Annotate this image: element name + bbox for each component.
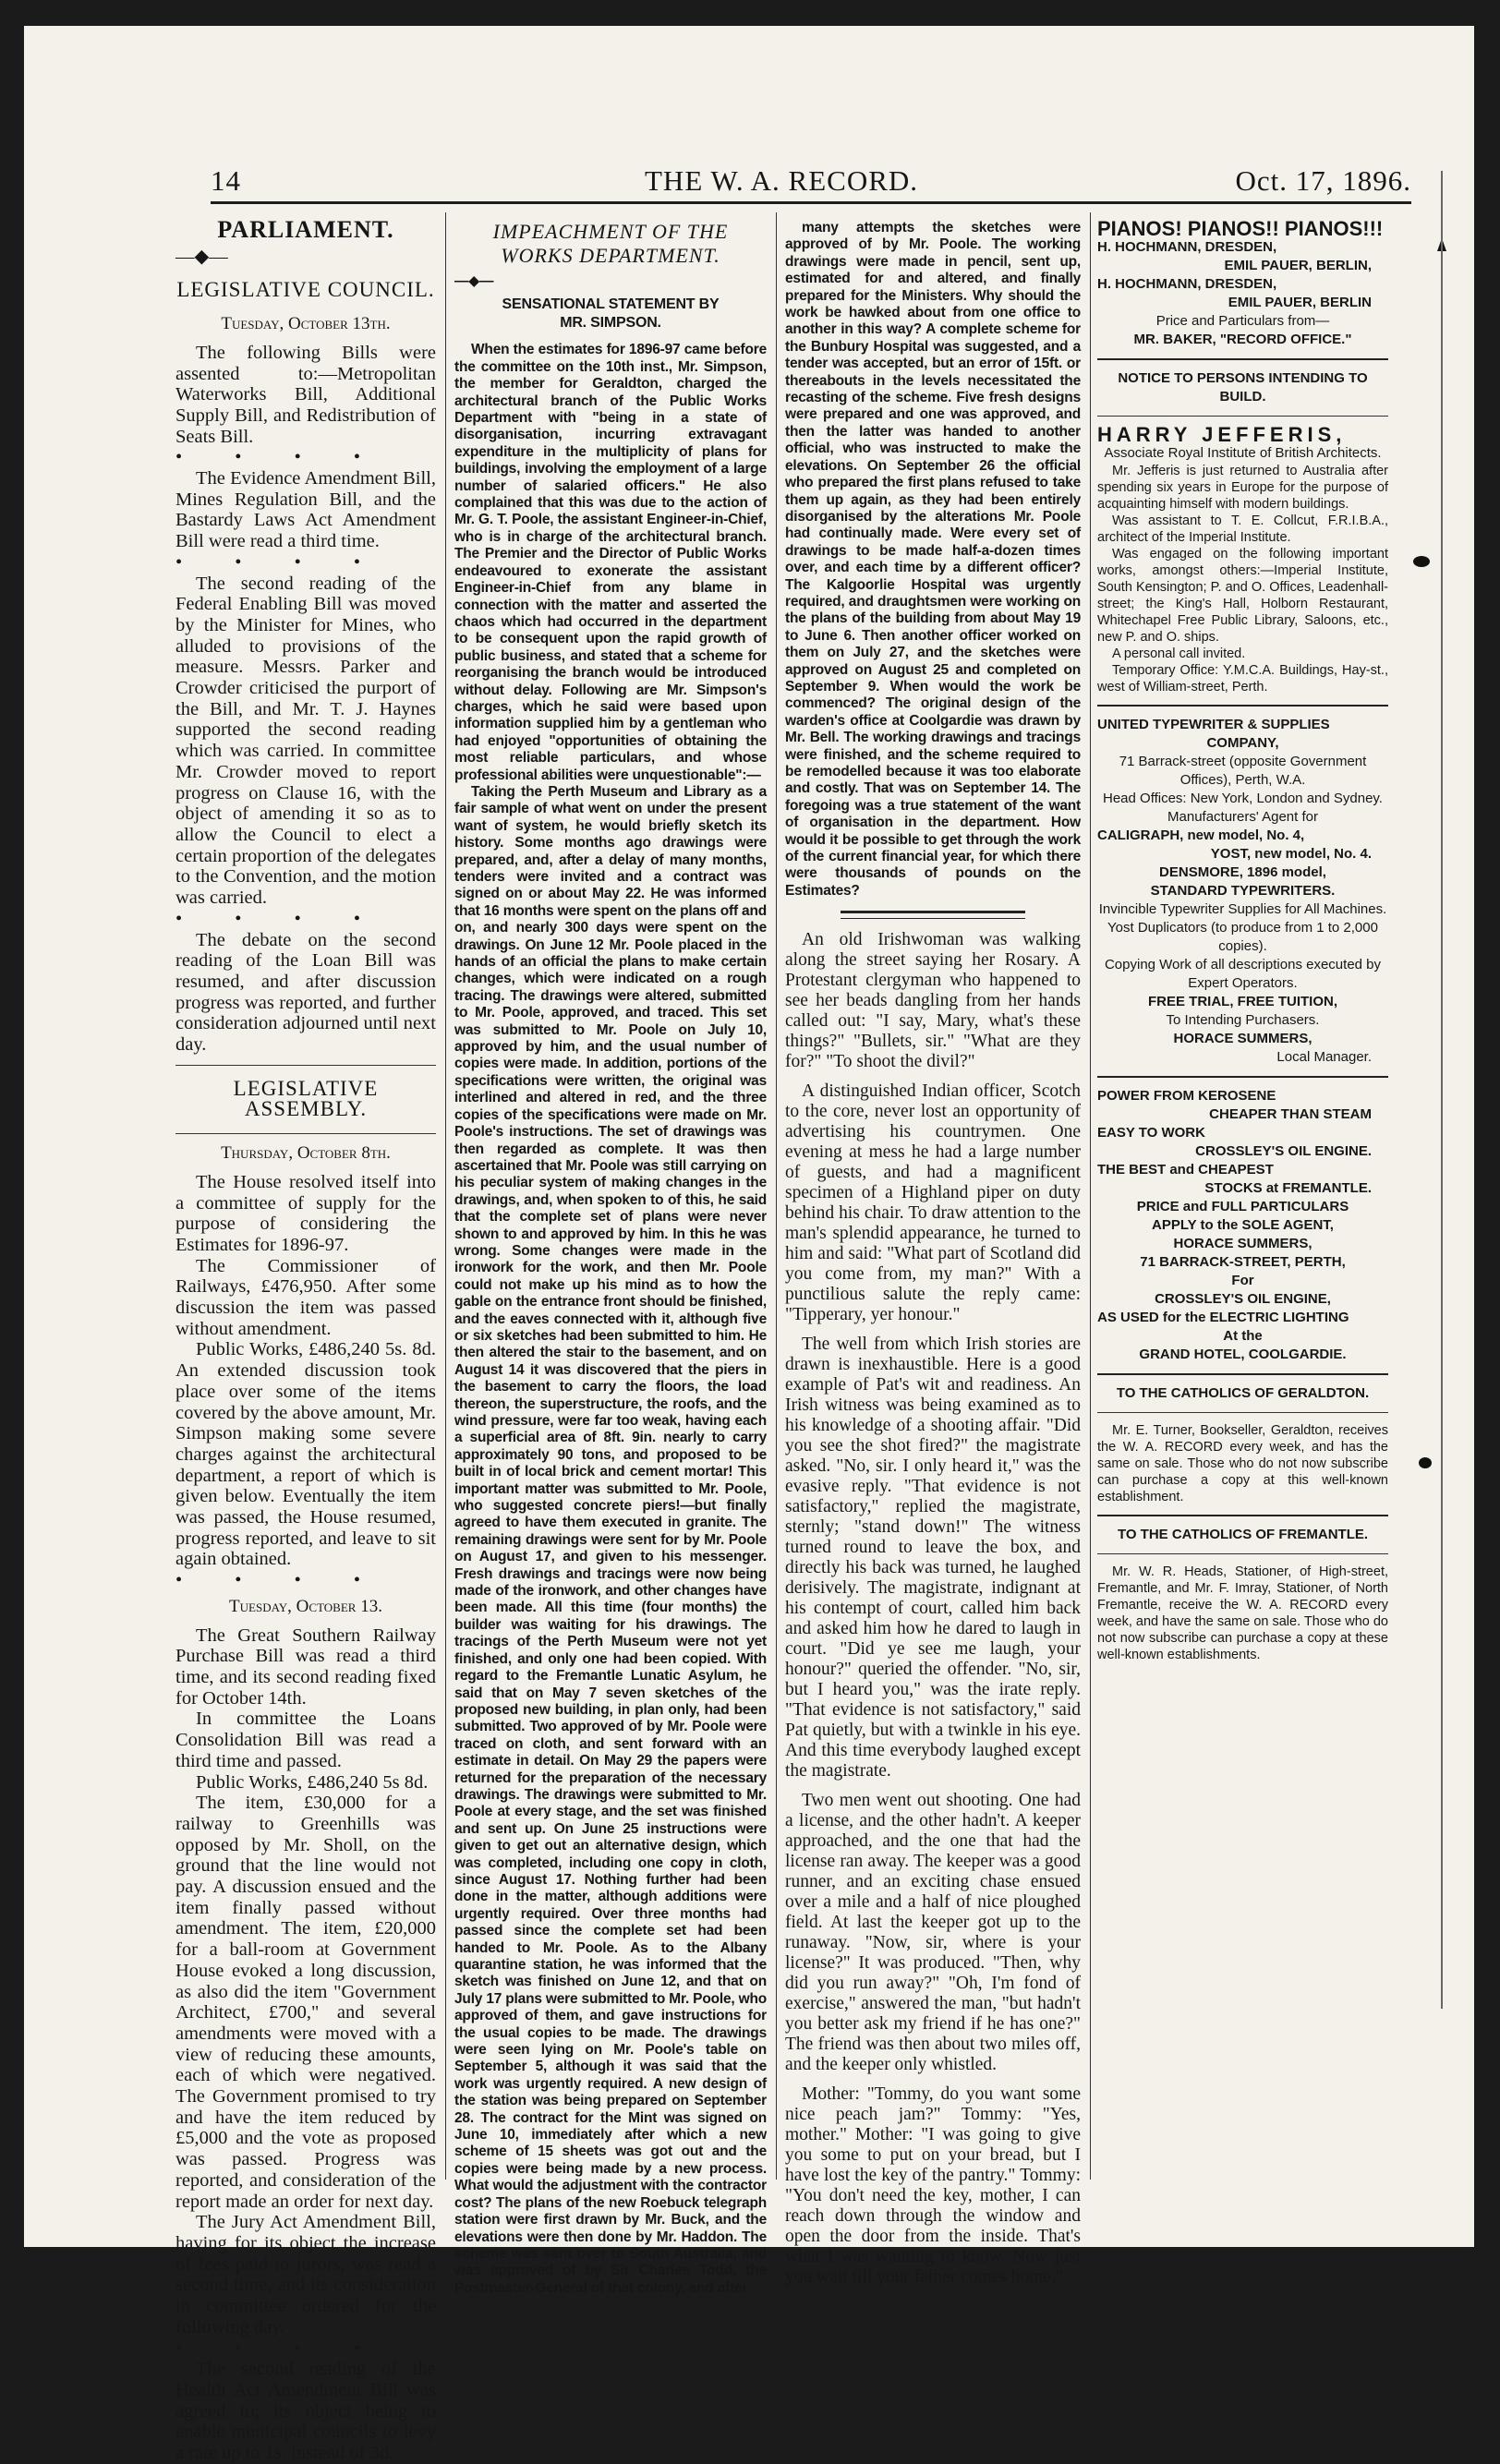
ad-line: THE BEST and CHEAPEST	[1097, 1162, 1274, 1178]
ad-line: HORACE SUMMERS,	[1173, 1031, 1312, 1046]
parliament-column	[175, 216, 436, 2464]
divider-dots: • • • •	[175, 447, 385, 468]
paragraph: In committee the Loans Consolidation Bill was read a third time and passed.	[175, 1709, 436, 1771]
ad-text: A personal call invited.	[1112, 646, 1246, 661]
divider-dots: • • • •	[175, 908, 385, 929]
paragraph: The item, £30,000 for a railway to Greenhills was opposed by Mr. Sholl, on the ground that the line would not pay. A discussion ensued and the item finally passed without amendment. The item, £20,000 for a ball-room at Government House evoked a long discussion, as also did the item "Government Architect, £700," and several amendments were moved with a view of reducing these amounts, each of which were negatived. The Government promised to try and have the item reduced by £5,000 and the vote as proposed was passed. Progress was reported, and consideration of the report made an order for next day.	[175, 1793, 436, 2212]
divider	[841, 911, 1025, 919]
anecdote: An old Irishwoman was walking along the street saying her Rosary. A Protestant clergyman who happened to see her beads dangling from her hands called out: "I say, Mary, what's these things?" "Bullets, sir." "What are they for?" "To shoot the divil?"	[785, 930, 1081, 1072]
session-date: Thursday, October 8th.	[221, 1143, 391, 1164]
paragraph: Public Works, £486,240 5s. 8d. An extended discussion took place over some of the items covered by the above amount, Mr. Simpson making some severe charges against the architectural department, a report of which is given below. Eventually the item was passed, the House resumed, progress reported, and leave to sit again obtained.	[175, 1339, 436, 1570]
paragraph: The following Bills were assented to:—Metropolitan Waterworks Bill, Additional Supply Bill, and Redistribution of Seats Bill.	[175, 342, 436, 447]
divider-dots: • • • •	[175, 2337, 385, 2359]
ad-line: AS USED for the ELECTRIC LIGHTING	[1097, 1310, 1349, 1325]
ad-line: STANDARD TYPEWRITERS.	[1150, 883, 1336, 899]
impeachment-column	[454, 220, 767, 2297]
ad-line: COMPANY,	[1206, 735, 1279, 751]
paragraph: Taking the Perth Museum and Library as a fair sample of what went on under the present want of system, he would briefly sketch its history. Some months ago drawings were prepared, and, after a delay of many months, tenders were invited and a contract was signed on or about May 22. He was informed that 16 months were spent on the plans off and on, and nearly 300 days were spent on the drawings. On June 12 Mr. Poole placed in the hands of an official the plans to make certain changes, which were indicated on a rough tracing. The drawings were altered, submitted to Mr. Poole, approved, and traced. This set was submitted to Mr. Poole on July 10, approved by him, and the usual number of copies were made. In addition, portions of the specifications were written, the original was interlined and altered in red, and the three copies of the specifications were made on Mr. Poole's instructions. The set of drawings was then regarded as complete. It was then ascertained that Mr. Poole was still carrying on his peculiar system of making changes in the drawings, and, when spoken to of this, he said that the complete set of plans were never shown to and approved by him. In this he was wrong. Some changes were made in the ironwork for the work, and then Mr. Poole could not make up his mind as to how the gable on the entrance front should be finished, and the eaves connected with it, although five or six sketches had been submitted to him. He then altered the stair to the basement, and on August 14 it was discovered that the piers in the basement to carry the floors, the load thereon, the superstructure, the roofs, and the wind pressure, were far too weak, having each a superficial area of 8ft. 9in. nearly to carry approximately 90 tons, and proposed to be built in of local brick and cement mortar! This important matter was submitted to Mr. Poole, who suggested concrete piers!—but finally agreed to have them executed in granite. The remaining drawings were sent for by Mr. Poole on August 17, and given to his messenger. Fresh drawings and tracings were now being made of the ironwork, and other changes have been made. All this time (four months) the builder was waiting for his drawings. The tracings of the Perth Museum were not yet finished, and only one had been copied. With regard to the Fremantle Lunatic Asylum, he said that on May 7 seven sketches of the proposed new building, in plan only, had been submitted. Two approved of by Mr. Poole were traced on cloth, and sent forward with an estimate in detail. On May 29 the papers were returned for the preparation of the necessary drawings. The drawings were submitted to Mr. Poole at every stage, and the set was finished and sent up. On June 25 instructions were given to get out an alternative design, which was completed, including one copy in cloth, since August 17. Nothing further had been done in the matter, although additions were urgently required. Over three months had passed since the complete set had been handed to Mr. Poole. As to the Albany quarantine station, he was informed that the sketch was finished on June 12, and that on July 17 plans were submitted to Mr. Poole, who approved of them, and gave instructions for the usual copies to be made. The drawings were seen lying on Mr. Poole's table on September 5, although it was said that the work was urgently required. A new design of the station was being prepared on September 28. The contract for the Mint was signed on June 10, immediately after which a new scheme of 15 sheets was got out and the copies were being made by a new process. What would the adjustment with the contractor cost? The plans of the new Roebuck telegraph station were first drawn by Mr. Buck, and the elevations were then done by Mr. Haddon. The scheme was sent over to South Australia, and was approved of by Sir Charles Todd, the Postmaster-General of that colony, and after	[454, 783, 767, 2296]
ad-line: EMIL PAUER, BERLIN	[1228, 295, 1372, 310]
paragraph: The second reading of the Federal Enabling Bill was moved by the Minister for Mines, who alluded to provisions of the measure. Messrs. Parker and Crowder criticised the purport of the Bill, and Mr. T. J. Haynes supported the second reading which was carried. In committee Mr. Crowder moved to report progress on Clause 16, with the object of amending it so as to allow the Council to elect a certain proportion of the delegates to the Convention, and the motion was carried.	[175, 573, 436, 909]
ad-text: Was assistant to T. E. Collcut, F.R.I.B.A., architect of the Imperial Institute.	[1097, 513, 1388, 545]
article-heading: IMPEACHMENT OF THE	[492, 220, 729, 243]
paragraph: The Commissioner of Railways, £476,950. After some discussion the item was passed without amendment.	[175, 1255, 436, 1339]
newspaper-title: THE W. A. RECORD.	[645, 164, 919, 197]
header-rule	[211, 201, 1411, 204]
ad-line: At the	[1223, 1328, 1263, 1344]
ad-line: APPLY to the SOLE AGENT,	[1152, 1217, 1334, 1233]
paragraph: The debate on the second reading of the Loan Bill was resumed, and after discussion progress was reported, and further consideration adjourned until next day.	[175, 929, 436, 1056]
section-heading: PARLIAMENT.	[217, 216, 394, 243]
ad-line: Associate Royal Institute of British Architects.	[1104, 445, 1382, 461]
anecdote: Mother: "Tommy, do you want some nice peach jam?" Tommy: "Yes, mother." Mother: "I was going to give you some to put on your bread, but I have lost the key of the pantry." Tommy: "You don't need the key, mother, I can reach down through the window and open the door from the inside. That's what I was wanting to know. Now just you wait till your father comes home."	[785, 2084, 1081, 2288]
article-subheading: MR. SIMPSON.	[560, 315, 661, 332]
paragraph: The House resolved itself into a committee of supply for the purpose of considering the Estimates for 1896-97.	[175, 1171, 436, 1255]
paragraph: The second reading of the Health Act Amendment Bill was agreed to; its object being to enable municipal councils to levy a rate up to 1s. instead of 3d.	[175, 2359, 436, 2464]
ad-text: Temporary Office: Y.M.C.A. Buildings, Hay-st., west of William-street, Perth.	[1097, 663, 1388, 695]
ad-heading: POWER FROM KEROSENE	[1097, 1088, 1276, 1104]
anecdote: A distinguished Indian officer, Scotch to the core, never lost an opportunity of advertising his countrymen. One evening at mess he had a large number of guests, and had a magnificent specimen of a Highland piper on duty behind his chair. To draw attention to the man's splendid appearance, he turned to him and said: "What part of Scotland did you come from, my man?" With a punctilious salute the reply came: "Tipperary, yer honour."	[785, 1081, 1081, 1325]
paragraph: The Great Southern Railway Purchase Bill was read a third time, and its second reading fixed for October 14th.	[175, 1625, 436, 1709]
ad-line: EMIL PAUER, BERLIN,	[1224, 258, 1372, 273]
ad-line: Manufacturers' Agent for	[1167, 809, 1318, 825]
paragraph: When the estimates for 1896-97 came before the committee on the 10th inst., Mr. Simpson, the member for Geraldton, charged the architectural branch of the Public Works Department with "being in a state of disorganisation, incurring extravagant expenditure in the multiplicity of plans for buildings, involving the employment of a large number of salaried officers." He also complained that this was due to the action of Mr. G. T. Poole, the assistant Engineer-in-Chief, who is in charge of the architectural branch. The Premier and the Director of Public Works endeavoured to exonerate the assistant Engineer-in-Chief from any blame in connection with the matter and asserted the chaos which had occurred in the department to be consequent upon the rapid growth of public business, and stated that a scheme for reorganising the branch would be introduced without delay. Following are Mr. Simpson's charges, which he said were based upon information supplied him by a gentleman who had enjoyed "opportunities of obtaining the most reliable particulars, and whose professional abilities were unquestionable":—	[454, 342, 767, 783]
ad-line: MR. BAKER, "RECORD OFFICE."	[1133, 332, 1352, 347]
notice-text: Mr. E. Turner, Bookseller, Geraldton, receives the W. A. RECORD every week, and has the same on sale. Those who do not now subscribe can purchase a copy at this well-known establishment.	[1097, 1423, 1388, 1504]
ad-line: 71 Barrack-street (opposite Government Offices), Perth, W.A.	[1119, 754, 1367, 788]
ad-line: YOST, new model, No. 4.	[1210, 846, 1372, 862]
anecdote: Two men went out shooting. One had a license, and the other hadn't. A keeper approached, and the one that had the license ran away. The keeper was a good runner, and an exciting chase ensued over a mile and a half of nice ploughed field. At last the keeper got up to the runaway. "Now, sir, where is your license?" It was produced. "Then, why did you run away?" "Oh, I'm fond of exercise," answered the man, "but hadn't you better ask my friend if he has one?" The friend was then about two miles off, and the keeper only whistled.	[785, 1791, 1081, 2075]
column-rule	[1090, 212, 1091, 2180]
paragraph: many attempts the sketches were approved of by Mr. Poole. The working drawings were made in pencil, sent up, estimated for and altered, and finally prepared for the Ministers. Why should the work be hawked about from one office to another in this way? A complete scheme for the Bunbury Hospital was suggested, and a tender was accepted, but an error of 15ft. or thereabouts in the levels necessitated the recasting of the scheme. Five fresh designs were prepared and one was approved, and then the latter was handed to another official, who was instructed to make the elevations. On September 26 the official who prepared the first plans refused to take them up again, as they had been entirely disorganised by the alterations Mr. Poole had continually made. Were every set of drawings to be made half-a-dozen times over, and each time by a different officer? The Kalgoorlie Hospital was urgently required, and draughtsmen were working on the plans of the building from about May 19 to June 6. Then another officer worked on them on July 27, and the sketches were approved on August 25 and completed on September 9. When would the work be commenced? The original design of the warden's office at Coolgardie was drawn by Mr. Bell. The working drawings and tracings were finished, and the scheme required to be remodelled because it was too elaborate and costly. That was on September 14. The foregoing was a true statement of the want of organisation in the department. How would it be possible to get through the work of the current financial year, for which there were thousands of pounds on the Estimates?	[785, 220, 1081, 899]
notice-heading: TO THE CATHOLICS OF FREMANTLE.	[1117, 1527, 1369, 1542]
miscellany-column	[785, 220, 1081, 2288]
ad-line: 71 BARRACK-STREET, PERTH,	[1140, 1254, 1346, 1270]
session-date: Tuesday, October 13.	[229, 1596, 382, 1616]
ad-heading: HARRY JEFFERIS,	[1097, 423, 1347, 446]
ad-line: CROSSLEY'S OIL ENGINE,	[1155, 1291, 1331, 1307]
ad-line: Local Manager.	[1276, 1049, 1372, 1065]
divider-dots: • • • •	[175, 551, 385, 573]
divider-ornament: —◆—	[175, 246, 228, 267]
anecdote: The well from which Irish stories are drawn is inexhaustible. Here is a good example of Pat's wit and readiness. An Irish witness was being examined as to his knowledge of a shooting affair. "Did you see the shot fired?" the magistrate asked. "No, sir. I only heard it," was the evasive reply. "That evidence is not satisfactory," replied the magistrate, sternly; "stand down!" The witness turned round to leave the box, and directly his back was turned, he laughed derisively. The magistrate, indignant at his contempt of court, called him back and asked him how he dared to laugh in court. "Did ye see me laugh, your honour?" queried the offender. "No, sir, but I heard you," was the irate reply. "That evidence is not satisfactory," said Pat quietly, but with a twinkle in his eye. And this time everybody laughed except the magistrate.	[785, 1335, 1081, 1782]
divider	[1097, 1076, 1388, 1078]
ad-line: CALIGRAPH, new model, No. 4,	[1097, 827, 1305, 843]
ad-line: HORACE SUMMERS,	[1173, 1236, 1312, 1251]
paragraph: The Jury Act Amendment Bill, having for its object the increase of fees paid to jurors, was read a second time, and its consideration in committee ordered for the following day.	[175, 2212, 436, 2337]
ad-line: CHEAPER THAN STEAM	[1209, 1106, 1372, 1122]
ad-heading: UNITED TYPEWRITER & SUPPLIES	[1097, 717, 1330, 732]
page-edge	[1441, 171, 1443, 2009]
ad-text: Mr. Jefferis is just returned to Australia after spending six years in Europe for the purpose of acquainting himself with modern buildings.	[1097, 464, 1388, 512]
ad-line: Price and Particulars from—	[1155, 313, 1330, 329]
ad-line: Head Offices: New York, London and Sydney.	[1103, 791, 1383, 806]
ad-pianos-heading: PIANOS! PIANOS!! PIANOS!!!	[1097, 217, 1384, 240]
session-date: Tuesday, October 13th.	[221, 314, 391, 334]
assembly-heading: LEGISLATIVE ASSEMBLY.	[233, 1076, 379, 1121]
divider	[1097, 1553, 1388, 1554]
ad-line: DENSMORE, 1896 model,	[1159, 864, 1326, 880]
divider	[1097, 1373, 1388, 1375]
issue-date: Oct. 17, 1896.	[1235, 164, 1411, 197]
page-header	[211, 164, 1411, 196]
ad-line: To Intending Purchasers.	[1166, 1012, 1320, 1028]
ad-line: STOCKS at FREMANTLE.	[1204, 1180, 1372, 1196]
divider	[1097, 358, 1388, 360]
ad-line: PRICE and FULL PARTICULARS	[1136, 1199, 1349, 1214]
ad-line: EASY TO WORK	[1097, 1125, 1205, 1141]
divider-ornament: —◆—	[454, 273, 494, 289]
council-heading: LEGISLATIVE COUNCIL.	[176, 278, 435, 302]
column-rule	[445, 212, 446, 2180]
ad-line: Copying Work of all descriptions executed by Expert Operators.	[1104, 957, 1382, 991]
scan-mark	[1413, 556, 1430, 567]
paragraph: The Evidence Amendment Bill, Mines Regulation Bill, and the Bastardy Laws Act Amendment Bill were read a third time.	[175, 468, 436, 552]
ad-line: CROSSLEY'S OIL ENGINE.	[1195, 1143, 1372, 1159]
article-heading: WORKS DEPARTMENT.	[501, 244, 720, 267]
ad-line: H. HOCHMANN, DRESDEN,	[1097, 239, 1277, 255]
ad-line: H. HOCHMANN, DRESDEN,	[1097, 276, 1277, 292]
ad-line: For	[1231, 1273, 1254, 1288]
column-rule	[776, 212, 777, 2180]
divider-dots: • • • •	[175, 1570, 385, 1591]
ad-text: Was engaged on the following important works, amongst others:—Imperial Institute, South Kensington; P. and O. Offices, Leadenhall-street; the King's Hall, Holborn Restaurant, Whitechapel Free Public Library, Saloons, etc., new P. and O. ships.	[1097, 547, 1388, 645]
divider	[1097, 416, 1388, 417]
divider	[1097, 705, 1388, 707]
ad-line: Invincible Typewriter Supplies for All Machines.	[1098, 901, 1387, 917]
divider	[1097, 1412, 1388, 1413]
scan-mark	[1419, 1457, 1432, 1468]
advertisements-column	[1097, 217, 1388, 1663]
ad-heading: NOTICE TO PERSONS INTENDING TO BUILD.	[1118, 370, 1368, 405]
divider	[1097, 1515, 1388, 1516]
ad-line: Yost Duplicators (to produce from 1 to 2,000 copies).	[1107, 920, 1378, 954]
divider	[175, 1133, 436, 1134]
paragraph: Public Works, £486,240 5s 8d.	[196, 1771, 429, 1793]
notice-heading: TO THE CATHOLICS OF GERALDTON.	[1116, 1385, 1370, 1401]
page-number: 14	[211, 164, 241, 197]
article-subheading: SENSATIONAL STATEMENT BY	[502, 296, 720, 313]
notice-text: Mr. W. R. Heads, Stationer, of High-street, Fremantle, and Mr. F. Imray, Stationer, of North Fremantle, receive the W. A. RECORD every week, and have the same on sale. Those who do not now subscribe can purchase a copy at these well-known establishments.	[1097, 1564, 1388, 1662]
ad-line: FREE TRIAL, FREE TUITION,	[1148, 994, 1337, 1009]
divider	[175, 1065, 436, 1066]
ad-line: GRAND HOTEL, COOLGARDIE.	[1139, 1347, 1347, 1362]
